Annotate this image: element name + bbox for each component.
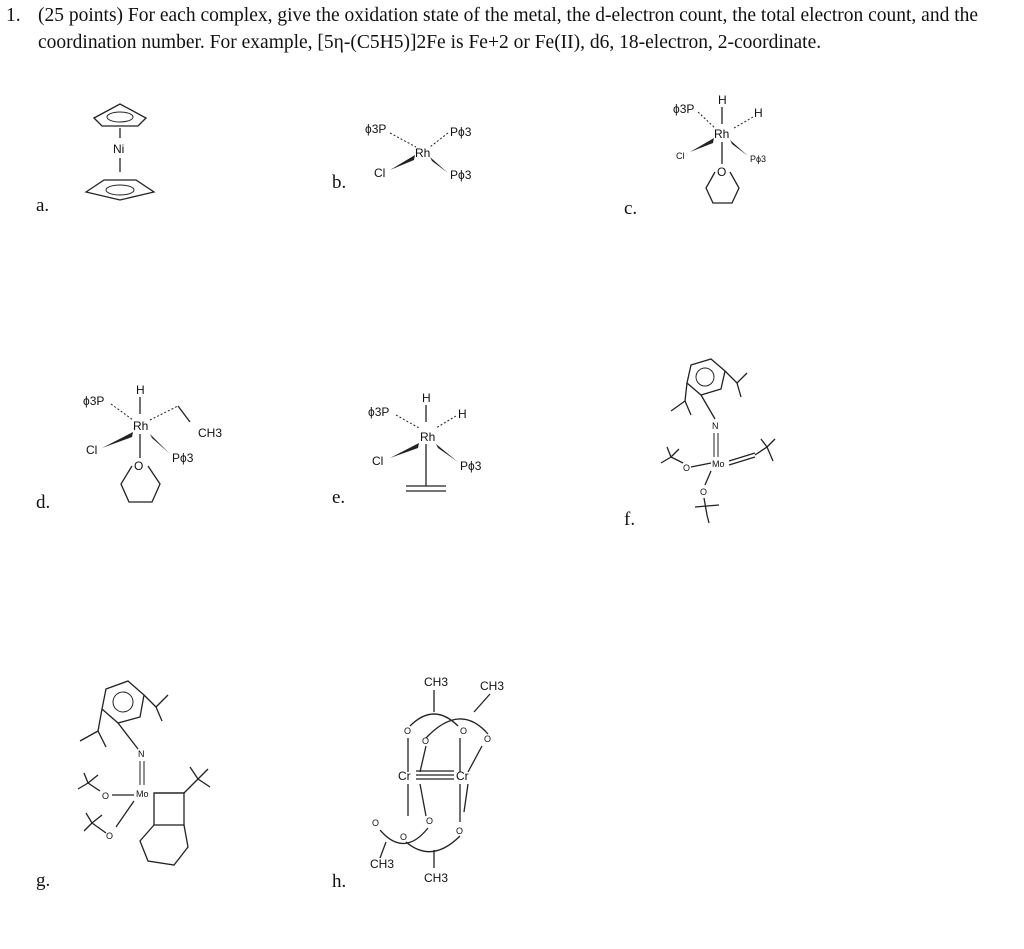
metal-e: Rh <box>420 430 436 444</box>
svg-text:O: O <box>700 487 708 497</box>
svg-text:N: N <box>712 421 719 431</box>
label-a: a. <box>36 195 50 216</box>
svg-text:ϕ3P: ϕ3P <box>368 405 390 419</box>
svg-text:H: H <box>422 391 431 405</box>
metal-b: Rh <box>415 146 431 160</box>
label-c: c. <box>624 198 638 219</box>
metal-f: Mo <box>712 459 725 469</box>
metal-a: Ni <box>113 142 125 156</box>
structure-a <box>80 100 160 210</box>
structure-g <box>72 675 232 875</box>
svg-text:Pϕ3: Pϕ3 <box>750 154 767 164</box>
label-d: d. <box>36 492 51 513</box>
svg-text:O: O <box>422 736 430 746</box>
svg-text:O: O <box>134 459 144 473</box>
svg-text:O: O <box>717 165 727 179</box>
structure-d <box>78 380 238 510</box>
question-body: (25 points) For each complex, give the oxidation state of the metal, the d-electron count, the total electron count, and the coordination number. For example, [5η-(C5H5)]2Fe is Fe+2 or Fe(II), d6, 18-electron, 2-coordinate. <box>38 5 979 53</box>
svg-text:Cl: Cl <box>86 443 98 457</box>
metal-d: Rh <box>133 419 149 433</box>
label-g: g. <box>36 870 51 891</box>
metal-h2: Cr <box>456 769 469 783</box>
svg-text:Pϕ3: Pϕ3 <box>450 125 472 139</box>
svg-text:Cl: Cl <box>372 454 384 468</box>
svg-text:H: H <box>718 93 727 107</box>
question-number: 1. <box>6 5 21 26</box>
svg-text:O: O <box>460 726 468 736</box>
svg-text:ϕ3P: ϕ3P <box>365 122 387 136</box>
svg-text:CH3: CH3 <box>198 426 223 440</box>
structure-b <box>360 115 490 190</box>
svg-text:O: O <box>456 826 464 836</box>
svg-text:ϕ3P: ϕ3P <box>673 102 695 116</box>
structure-e <box>364 388 504 498</box>
metal-c: Rh <box>714 127 730 141</box>
svg-text:H: H <box>136 383 145 397</box>
metal-g: Mo <box>136 789 149 799</box>
svg-text:H: H <box>754 106 763 120</box>
label-b: b. <box>332 172 347 193</box>
svg-text:CH3: CH3 <box>424 675 449 689</box>
structure-c <box>668 90 788 210</box>
label-h: h. <box>332 871 347 892</box>
structure-h <box>360 672 520 887</box>
svg-text:O: O <box>102 791 110 801</box>
svg-text:Pϕ3: Pϕ3 <box>460 459 482 473</box>
svg-text:Cl: Cl <box>676 151 685 161</box>
svg-text:Pϕ3: Pϕ3 <box>450 168 472 182</box>
question-text <box>6 2 1006 56</box>
svg-text:Cl: Cl <box>374 166 386 180</box>
svg-text:CH3: CH3 <box>370 857 395 871</box>
svg-text:O: O <box>372 818 380 828</box>
svg-text:CH3: CH3 <box>480 679 505 693</box>
svg-text:O: O <box>426 816 434 826</box>
structure-f <box>655 355 795 525</box>
svg-text:Pϕ3: Pϕ3 <box>172 451 194 465</box>
svg-text:H: H <box>458 407 467 421</box>
svg-text:O: O <box>683 463 691 473</box>
svg-text:O: O <box>400 832 408 842</box>
svg-text:O: O <box>106 831 114 841</box>
label-e: e. <box>332 487 346 508</box>
svg-text:O: O <box>484 734 492 744</box>
svg-text:ϕ3P: ϕ3P <box>83 394 105 408</box>
svg-text:N: N <box>138 749 145 759</box>
svg-text:O: O <box>404 726 412 736</box>
metal-h1: Cr <box>398 769 411 783</box>
label-f: f. <box>624 509 636 530</box>
svg-text:CH3: CH3 <box>424 871 449 885</box>
